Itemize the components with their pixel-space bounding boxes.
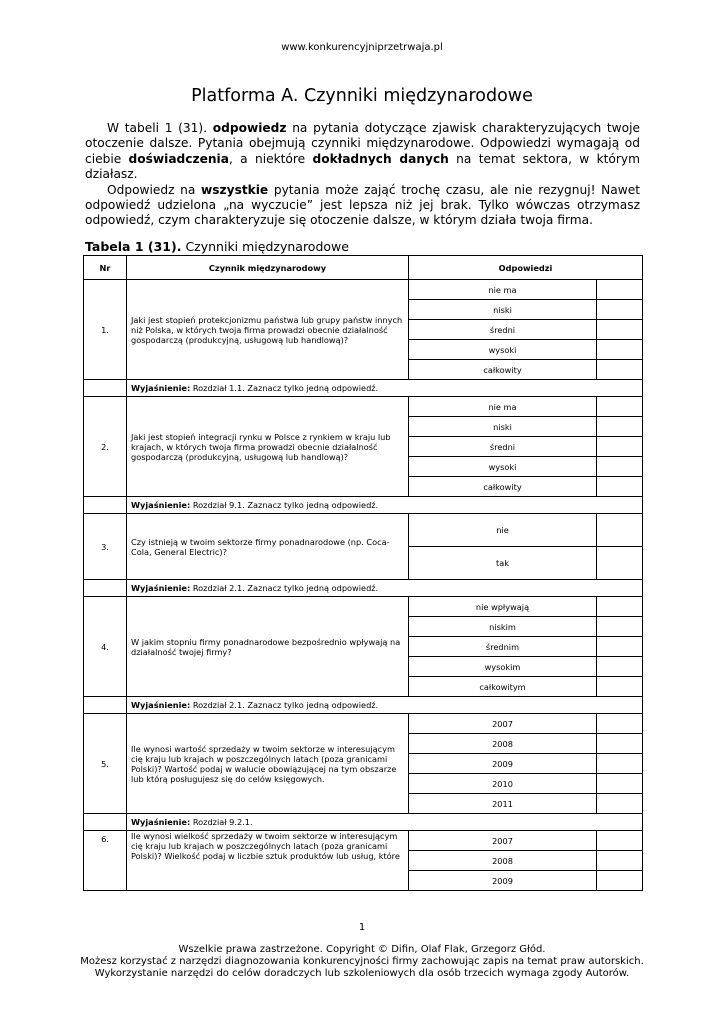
question-text: W jakim stopniu firmy ponadnarodowe bezpośrednio wpływają na działalność twojej firmy? xyxy=(127,597,409,697)
answer-option: 2011 xyxy=(409,794,597,814)
note-row xyxy=(84,580,643,597)
answer-option: wysoki xyxy=(409,457,597,477)
answer-option: nie xyxy=(409,514,597,547)
table-row xyxy=(84,280,643,300)
question-text: Ile wynosi wartość sprzedaży w twoim sektorze w interesującym cię kraju lub krajach w poszczególnych latach (poza granicami Polski)? Wartość podaj w walucie obowiązującej na tym obszarze lub którą posługujesz się do celów księgowych. xyxy=(127,714,409,814)
answer-checkbox[interactable] xyxy=(597,617,643,637)
note-row xyxy=(84,497,643,514)
answer-option: 2008 xyxy=(409,734,597,754)
page-number: 1 xyxy=(358,922,366,933)
answer-checkbox[interactable] xyxy=(597,657,643,677)
question-text: Czy istnieją w twoim sektorze firmy ponadnarodowe (np. Coca-Cola, General Electric)? xyxy=(127,514,409,580)
explanation-note: Wyjaśnienie: Rozdział 1.1. Zaznacz tylko jedną odpowiedź. xyxy=(127,380,643,397)
explanation-note: Wyjaśnienie: Rozdział 2.1. Zaznacz tylko jedną odpowiedź. xyxy=(127,580,643,597)
answer-input[interactable] xyxy=(597,734,643,754)
answer-checkbox[interactable] xyxy=(597,547,643,580)
answer-checkbox[interactable] xyxy=(597,637,643,657)
answer-option: niskim xyxy=(409,617,597,637)
table-row xyxy=(84,514,643,547)
footer-line: Wykorzystanie narzędzi do celów doradczych lub szkoleniowych dla osób trzecich wymaga zgody Autorów. xyxy=(94,968,630,979)
answer-option: całkowity xyxy=(409,477,597,497)
survey-table xyxy=(83,255,643,891)
question-number: 1. xyxy=(84,280,127,380)
footer-line: Możesz korzystać z narzędzi diagnozowania konkurencyjności firmy zachowując zapis na temat praw autorskich. xyxy=(80,956,644,967)
header-factor: Czynnik międzynarodowy xyxy=(127,256,409,280)
note-row xyxy=(84,814,643,831)
question-number: 3. xyxy=(84,514,127,580)
page-title: Platforma A. Czynniki międzynarodowe xyxy=(191,86,533,106)
answer-checkbox[interactable] xyxy=(597,397,643,417)
answer-input[interactable] xyxy=(597,774,643,794)
answer-option: nie ma xyxy=(409,397,597,417)
answer-option: całkowitym xyxy=(409,677,597,697)
header-answers: Odpowiedzi xyxy=(409,256,643,280)
question-number: 4. xyxy=(84,597,127,697)
intro-paragraph-1: W tabeli 1 (31). odpowiedz na pytania dotyczące zjawisk charakteryzujących twoje otoczenie dalsze. Pytania obejmują czynniki międzynarodowe. Odpowiedzi wymagają od ciebie doświadczenia, a niektóre dokładnych danych na temat sektora, w którym działasz. xyxy=(85,121,640,182)
answer-checkbox[interactable] xyxy=(597,437,643,457)
table-caption: Tabela 1 (31). Czynniki międzynarodowe xyxy=(85,239,349,254)
footer-line: Wszelkie prawa zastrzeżone. Copyright © Difin, Olaf Flak, Grzegorz Głód. xyxy=(178,944,546,955)
answer-option: 2009 xyxy=(409,754,597,774)
answer-checkbox[interactable] xyxy=(597,457,643,477)
answer-option: niski xyxy=(409,300,597,320)
answer-checkbox[interactable] xyxy=(597,417,643,437)
answer-option: 2007 xyxy=(409,831,597,851)
answer-checkbox[interactable] xyxy=(597,514,643,547)
table-header-row xyxy=(84,256,643,280)
answer-option: średni xyxy=(409,437,597,457)
answer-option: całkowity xyxy=(409,360,597,380)
answer-option: wysoki xyxy=(409,340,597,360)
answer-option: 2007 xyxy=(409,714,597,734)
copyright-footer xyxy=(0,944,724,980)
header-nr: Nr xyxy=(84,256,127,280)
table-row xyxy=(84,397,643,417)
answer-checkbox[interactable] xyxy=(597,280,643,300)
question-number: 2. xyxy=(84,397,127,497)
answer-input[interactable] xyxy=(597,831,643,851)
question-number: 5. xyxy=(84,714,127,814)
answer-input[interactable] xyxy=(597,871,643,891)
answer-option: 2010 xyxy=(409,774,597,794)
note-row xyxy=(84,697,643,714)
answer-checkbox[interactable] xyxy=(597,677,643,697)
answer-input[interactable] xyxy=(597,714,643,734)
answer-option: średni xyxy=(409,320,597,340)
answer-checkbox[interactable] xyxy=(597,300,643,320)
answer-checkbox[interactable] xyxy=(597,597,643,617)
answer-input[interactable] xyxy=(597,754,643,774)
question-text: Ile wynosi wielkość sprzedaży w twoim sektorze w interesującym cię kraju lub krajach w poszczególnych latach (poza granicami Polski)? Wielkość podaj w liczbie sztuk produktów lub usług, które xyxy=(127,831,409,891)
answer-checkbox[interactable] xyxy=(597,340,643,360)
intro-paragraph-2: Odpowiedz na wszystkie pytania może zająć trochę czasu, ale nie rezygnuj! Nawet odpowiedź udzielona „na wyczucie” jest lepsza niż jej brak. Tylko wówczas otrzymasz odpowiedź, czym charakteryzuje się otoczenie dalsze, w którym działa twoja firma. xyxy=(85,182,640,228)
table-row xyxy=(84,597,643,617)
explanation-note: Wyjaśnienie: Rozdział 2.1. Zaznacz tylko jedną odpowiedź. xyxy=(127,697,643,714)
answer-option: 2008 xyxy=(409,851,597,871)
answer-option: wysokim xyxy=(409,657,597,677)
answer-checkbox[interactable] xyxy=(597,360,643,380)
intro-text xyxy=(85,121,640,229)
note-row xyxy=(84,380,643,397)
answer-checkbox[interactable] xyxy=(597,320,643,340)
explanation-note: Wyjaśnienie: Rozdział 9.1. Zaznacz tylko jedną odpowiedź. xyxy=(127,497,643,514)
question-number: 6. xyxy=(84,831,127,891)
question-text: Jaki jest stopień integracji rynku w Polsce z rynkiem w kraju lub krajach, w których twoja firma prowadzi obecnie działalność gospodarczą (produkcyjną, usługową lub handlową)? xyxy=(127,397,409,497)
answer-input[interactable] xyxy=(597,794,643,814)
answer-option: nie wpływają xyxy=(409,597,597,617)
table-row xyxy=(84,831,643,851)
answer-option: tak xyxy=(409,547,597,580)
explanation-note: Wyjaśnienie: Rozdział 9.2.1. xyxy=(127,814,643,831)
answer-input[interactable] xyxy=(597,851,643,871)
answer-option: średnim xyxy=(409,637,597,657)
header-url: www.konkurencyjniprzetrwaja.pl xyxy=(281,42,443,53)
answer-checkbox[interactable] xyxy=(597,477,643,497)
answer-option: nie ma xyxy=(409,280,597,300)
table-row xyxy=(84,714,643,734)
question-text: Jaki jest stopień protekcjonizmu państwa lub grupy państw innych niż Polska, w których twoja firma prowadzi obecnie działalność gospodarczą (produkcyjną, usługową lub handlową)? xyxy=(127,280,409,380)
answer-option: niski xyxy=(409,417,597,437)
answer-option: 2009 xyxy=(409,871,597,891)
